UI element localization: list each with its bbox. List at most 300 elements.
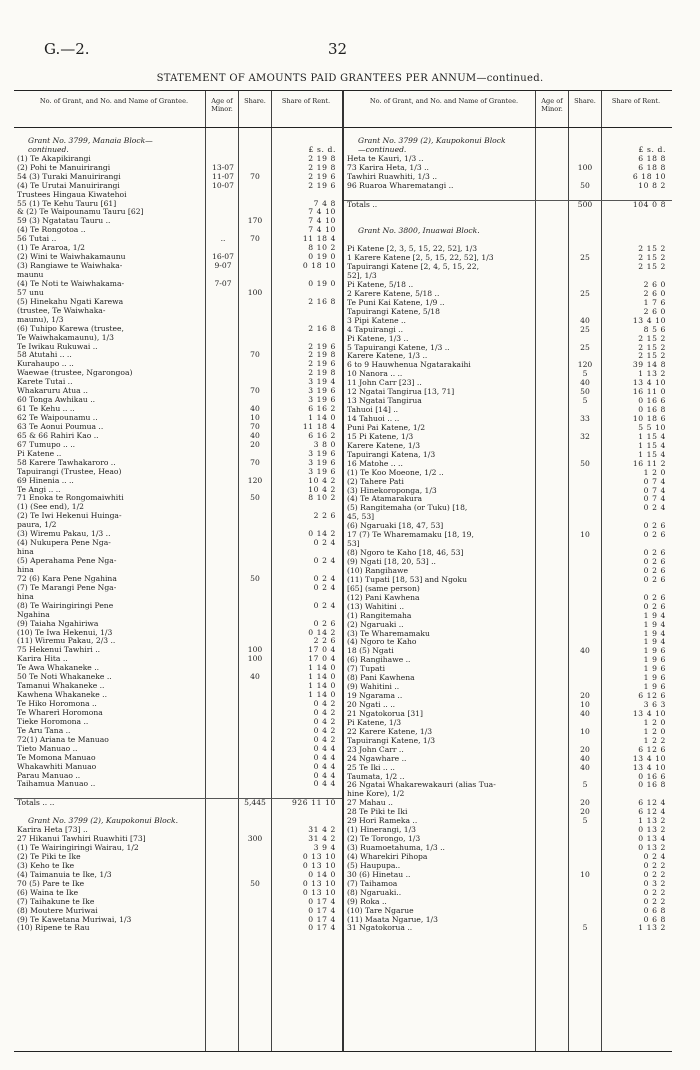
grantee-cell: 58 Atutahi .. ..	[17, 351, 72, 360]
grantee-cell: 16 Matohe .. ..	[347, 459, 403, 468]
page-number: 32	[328, 40, 348, 58]
grantee-cell: 31 Ngatokorua ..	[347, 924, 413, 933]
table-row	[344, 504, 672, 513]
share-cell: 32	[580, 431, 590, 441]
rent-cell: 6 18 8	[638, 153, 666, 163]
rent-cell: 2 6 0	[643, 306, 666, 316]
table-row	[344, 451, 672, 460]
share-cell: 70	[250, 386, 260, 396]
rent-cell: 6 16 2	[308, 430, 336, 440]
rent-cell: 3 19 6	[308, 395, 336, 405]
table-row	[344, 245, 672, 254]
rent-cell: 7 4 10	[308, 216, 336, 226]
table-row	[344, 808, 672, 817]
table-row	[344, 737, 672, 746]
rent-cell: 2 15 2	[638, 253, 666, 263]
rent-cell: 0 18 10	[302, 261, 336, 271]
rent-cell: 0 4 4	[313, 752, 336, 762]
table-row	[344, 478, 672, 487]
rent-cell: 3 19 6	[308, 466, 336, 476]
rent-cell: 1 14 0	[308, 681, 336, 691]
table-row	[14, 494, 342, 503]
rent-cell: 16 11 0	[632, 387, 666, 397]
grantee-cell: (2) Pohi te Manuirirangi	[17, 163, 111, 172]
rent-cell: 13 4 10	[632, 315, 666, 325]
table-row	[14, 173, 342, 182]
share-cell: 20	[580, 744, 590, 754]
rent-cell: 0 2 6	[643, 521, 666, 531]
table-row	[14, 378, 342, 387]
age-cell: 11-07	[212, 171, 234, 181]
table-row	[14, 423, 342, 432]
table-row	[344, 379, 672, 388]
grantee-cell: Te Momona Manuao	[17, 753, 96, 762]
rent-cell: 1 2 0	[643, 717, 666, 727]
grantee-cell: (4) Taimanuia te Ike, 1/3	[17, 870, 112, 879]
right-table	[342, 90, 672, 1052]
table-row	[344, 576, 672, 585]
rent-cell: 31 4 2	[308, 825, 336, 835]
table-row	[14, 530, 342, 539]
grantee-cell: 19 Ngarama ..	[347, 692, 403, 701]
grantee-cell: Grant No. 3799 (2), Kaupokonui Block.	[28, 817, 178, 826]
rent-cell: 2 15 2	[638, 333, 666, 343]
grantee-cell: (1) Te Araroa, 1/2	[17, 244, 85, 253]
table-row	[14, 844, 342, 853]
grantee-cell: maunu), 1/3	[17, 315, 64, 324]
table-row	[344, 630, 672, 639]
table-row	[14, 575, 342, 584]
grantee-cell: 50 Te Noti Whakaneke ..	[17, 673, 112, 682]
grantee-cell: (12) Pani Kawhena	[347, 593, 420, 602]
header-grant: No. of Grant, and No. and Name of Grantee.	[369, 97, 519, 105]
rent-cell: 8 10 2	[308, 243, 336, 253]
table-row	[14, 360, 342, 369]
rent-cell: 10 18 6	[632, 414, 666, 423]
rent-cell: 0 4 2	[313, 716, 336, 726]
grantee-cell: (3) Hinekoroponga, 1/3	[347, 486, 437, 495]
share-cell: 300	[247, 834, 263, 844]
age-cell: 10-07	[212, 180, 234, 190]
rent-cell: 0 2 2	[643, 887, 666, 897]
table-row	[344, 898, 672, 907]
table-row	[344, 692, 672, 701]
table-row	[344, 656, 672, 665]
table-row	[14, 880, 342, 889]
rent-cell: 2 6 0	[643, 279, 666, 289]
grantee-cell: (4) Te Noti te Waiwhakama-	[17, 279, 125, 288]
age-cell: 9-07	[214, 261, 232, 271]
header-share: Share.	[574, 97, 596, 105]
rent-cell: 926 11 10	[291, 798, 336, 808]
table-row	[14, 512, 342, 521]
rent-cell: 13 4 10	[632, 753, 666, 763]
grantee-cell: (5) Rangitemaha (or Tuku) [18,	[347, 504, 468, 513]
rent-cell: 31 4 2	[308, 834, 336, 844]
table-row	[344, 826, 672, 835]
grantee-cell: 4 Tapuirangi ..	[347, 325, 404, 334]
grantee-cell: (13) Wahitini ..	[347, 602, 405, 611]
rent-cell: 0 2 2	[643, 896, 666, 906]
rent-cell: 1 13 2	[638, 369, 666, 379]
grantee-cell: (4) Te Rongotoa ..	[17, 226, 86, 235]
grantee-cell: Pi Katene, 5/18 ..	[347, 280, 414, 289]
share-cell: 120	[247, 475, 263, 485]
share-cell: 50	[250, 573, 260, 583]
grantee-cell: (5) Hinekahu Ngati Karewa	[17, 297, 124, 306]
share-cell: 100	[247, 645, 263, 655]
grantee-cell: 72(1) Ariana te Manuao	[17, 735, 109, 744]
table-row	[344, 719, 672, 728]
share-cell: 40	[250, 430, 260, 440]
table-row	[344, 701, 672, 710]
table-row	[14, 289, 342, 298]
table-row	[344, 128, 672, 137]
grantee-cell: (8) Ngaruaki..	[347, 888, 402, 897]
rent-cell: 7 4 10	[308, 225, 336, 235]
grantee-cell: 59 (3) Ngatatau Tauru ..	[17, 217, 111, 226]
grantee-cell: 10 Nanora .. ..	[347, 370, 403, 379]
grantee-cell: (4) Te Urutai Manuirirangi	[17, 181, 120, 190]
table-row	[14, 611, 342, 620]
grantee-cell: Totals ..	[347, 200, 378, 209]
rent-cell: 0 16 8	[638, 405, 666, 415]
grantee-cell: Te Aru Tana ..	[17, 726, 71, 735]
grantee-cell: 63 Te Aonui Poumua ..	[17, 422, 104, 431]
rent-cell: 39 14 8	[632, 360, 666, 370]
grantee-cell: Whakawhiti Manuao	[17, 762, 97, 771]
grantee-cell: 27 Hikanui Tawhiri Ruawhiti [73]	[17, 835, 146, 844]
table-row	[14, 477, 342, 486]
table-row	[344, 817, 672, 826]
table-row	[344, 880, 672, 889]
table-row	[14, 200, 342, 209]
grantee-cell: 73 Karira Heta, 1/3 ..	[347, 163, 429, 172]
table-row	[14, 450, 342, 459]
grantee-cell: (7) Te Marangi Pene Nga-	[17, 583, 117, 592]
rent-cell: 0 2 6	[643, 565, 666, 575]
header-share: Share.	[244, 97, 266, 105]
rent-cell: 0 13 10	[302, 860, 336, 870]
share-cell: 10	[580, 530, 590, 540]
table-row	[344, 567, 672, 576]
table-row	[14, 164, 342, 173]
rent-cell: 0 4 2	[313, 734, 336, 744]
grantee-cell: 11 John Carr [23] ..	[347, 379, 422, 388]
rent-cell: 104 0 8	[632, 199, 666, 209]
grantee-cell: 69 Hinenia .. ..	[17, 476, 74, 485]
share-cell: 70	[250, 171, 260, 181]
share-cell: 120	[577, 360, 593, 370]
share-cell: 5,445	[244, 798, 266, 808]
table-row	[14, 217, 342, 226]
rent-cell: 1 15 4	[638, 440, 666, 450]
rent-cell: 2 16 8	[308, 296, 336, 306]
table-row	[14, 727, 342, 736]
grantee-cell: Waewae (trustee, Ngarongoa)	[17, 369, 133, 378]
rent-cell: 3 19 6	[308, 448, 336, 458]
grantee-cell: Tahuoi [14] ..	[347, 406, 399, 415]
grantee-cell: 65 & 66 Rahiri Kao ..	[17, 431, 99, 440]
grant-heading	[14, 817, 342, 826]
share-cell: 70	[250, 234, 260, 244]
grantee-cell: Pi Katene [2, 3, 5, 15, 22, 52], 1/3	[347, 245, 478, 254]
rent-cell: 8 10 2	[308, 493, 336, 503]
table-row	[14, 924, 342, 933]
grantee-cell: Taumata, 1/2 ..	[347, 772, 405, 781]
share-cell: 40	[250, 672, 260, 682]
share-cell: 5	[582, 780, 588, 790]
grantee-cell: Te Angi .. ..	[17, 485, 61, 494]
grantee-cell: 12 Ngatai Tangirua [13, 71]	[347, 388, 455, 397]
grantee-cell: Te Puni Kai Katene, 1/9 ..	[347, 298, 445, 307]
table-row	[14, 208, 342, 217]
table-row	[14, 754, 342, 763]
rent-cell: 0 13 2	[638, 843, 666, 852]
grantee-cell: Te Waiwhakamaunu), 1/3	[17, 333, 114, 342]
table-row	[344, 513, 672, 522]
grantee-cell: (3) Keho te Ike	[17, 861, 75, 870]
table-row	[344, 281, 672, 290]
grantee-cell: 25 Te Iki .. ..	[347, 763, 395, 772]
table-row	[14, 620, 342, 629]
share-cell: 70	[250, 350, 260, 360]
grantee-cell: (10) Tare Ngarue	[347, 906, 414, 915]
rent-cell: 2 19 8	[308, 350, 336, 360]
page-title: STATEMENT OF AMOUNTS PAID GRANTEES PER ANNUM—continued.	[156, 73, 544, 84]
table-row	[344, 397, 672, 406]
table-row	[14, 853, 342, 862]
rent-cell: 0 16 8	[638, 780, 666, 790]
rent-cell: 2 15 2	[638, 342, 666, 352]
table-row	[344, 299, 672, 308]
grantee-cell: (1) Te Wairingiringi Wairau, 1/2	[17, 844, 139, 852]
grantee-cell: Te Hiko Horomona ..	[17, 700, 97, 708]
rent-cell: 0 3 2	[643, 878, 666, 888]
share-cell: 40	[580, 378, 590, 388]
table-row	[14, 182, 342, 191]
grantee-cell: 5 Tapuirangi Katene, 1/3 ..	[347, 343, 450, 352]
rent-cell: 0 2 4	[313, 600, 336, 610]
rent-cell: 0 4 4	[313, 743, 336, 753]
grantee-cell: (9) Roka ..	[347, 897, 387, 906]
grantee-cell: 27 Mahau ..	[347, 799, 393, 808]
table-row	[344, 469, 672, 478]
table-row	[14, 763, 342, 772]
grantee-cell: 52], 1/3	[347, 272, 377, 280]
table-row	[344, 218, 672, 227]
grantee-cell: Grant No. 3799, Manaia Block—	[28, 136, 153, 145]
table-row	[14, 325, 342, 334]
table-row	[14, 736, 342, 745]
header-rent: Share of Rent.	[611, 97, 661, 105]
table-row	[344, 388, 672, 397]
rent-cell: 0 13 4	[638, 834, 666, 844]
table-row	[344, 549, 672, 558]
share-cell: 40	[580, 315, 590, 325]
rent-cell: 11 18 4	[302, 234, 336, 244]
grantee-cell: Heta te Kauri, 1/3 ..	[347, 154, 424, 163]
grantee-cell: 60 Tonga Awhikau ..	[17, 396, 96, 405]
share-cell: 40	[580, 708, 590, 718]
rent-cell: 0 4 4	[313, 770, 336, 780]
table-row	[344, 344, 672, 353]
grantee-cell: 71 Enoka te Rongomaiwhiti	[17, 494, 124, 503]
share-cell: 25	[580, 253, 590, 263]
table-row	[14, 871, 342, 880]
grantee-cell: 45, 53]	[347, 513, 375, 522]
grantee-cell: paura, 1/2	[17, 521, 57, 530]
grantee-cell: (11) Tupati [18, 53] and Ngoku	[347, 575, 467, 584]
totals-row	[14, 798, 342, 808]
grantee-cell: Tapuirangi Katene, 1/3	[347, 736, 436, 745]
share-cell: 10	[580, 700, 590, 709]
rent-cell: 1 14 0	[308, 690, 336, 700]
share-cell: 100	[247, 654, 263, 664]
grantee-cell: 96 Ruaroa Wharematangi ..	[347, 181, 454, 190]
rent-cell: 10 4 2	[308, 484, 336, 494]
table-row	[14, 655, 342, 664]
grantee-cell: Tieto Manuao ..	[17, 744, 78, 753]
grantee-cell: (8) Pani Kawhena	[347, 674, 415, 683]
table-row	[14, 718, 342, 727]
rent-cell: 13 4 10	[632, 762, 666, 772]
rent-cell: 0 19 0	[308, 278, 336, 288]
grantee-cell: 13 Ngatai Tangirua	[347, 397, 422, 406]
grantee-cell: 70 (5) Pare te Ike	[17, 879, 85, 888]
grantee-cell: (4) Te Atamarakura	[347, 495, 423, 504]
share-cell: 10	[580, 726, 590, 736]
rent-cell: 2 15 2	[638, 262, 666, 272]
grantee-cell: (6) Rangihawe ..	[347, 656, 411, 665]
table-row	[344, 433, 672, 442]
rent-cell: 0 14 2	[308, 529, 336, 539]
rent-cell: 1 14 0	[308, 663, 336, 673]
grantee-cell: 6 to 9 Hauwhenua Ngatarakaihi	[347, 361, 471, 370]
rent-cell: 0 2 4	[313, 556, 336, 565]
table-row	[344, 254, 672, 263]
share-cell: 40	[250, 404, 260, 414]
grantee-cell: 22 Karere Katene, 1/3	[347, 727, 433, 736]
share-cell: 50	[250, 878, 260, 888]
table-row	[14, 226, 342, 235]
grantee-cell: 29 Hori Rameka ..	[347, 817, 418, 826]
grantee-cell: (2) Tahere Pati	[347, 477, 404, 486]
table-row	[14, 629, 342, 638]
rent-cell: 1 14 0	[308, 672, 336, 682]
grantee-cell: (3) Te Wharemamaku	[347, 629, 430, 638]
rent-cell: 1 9 4	[643, 619, 666, 629]
grant-heading	[14, 146, 342, 155]
share-cell: 500	[577, 199, 593, 209]
share-cell: 5	[582, 396, 588, 406]
table-row	[344, 674, 672, 683]
grantee-cell: hina	[17, 565, 34, 574]
rent-cell: 2 19 8	[308, 153, 336, 163]
rent-cell: 10 8 2	[638, 180, 666, 190]
grantee-cell: (6) Waina te Ike	[17, 888, 79, 897]
table-row	[14, 396, 342, 405]
age-cell: 16-07	[212, 252, 234, 262]
table-row	[14, 351, 342, 360]
grantee-cell: hine Kore), 1/2	[347, 790, 405, 799]
grantee-cell: & (2) Te Waipounamu Tauru [62]	[17, 208, 144, 217]
rent-cell: 1 2 0	[643, 726, 666, 736]
share-cell: 170	[247, 216, 263, 226]
table-row	[344, 164, 672, 173]
table-row	[344, 647, 672, 656]
table-row	[14, 789, 342, 798]
share-cell: 33	[580, 414, 590, 423]
share-cell: 20	[580, 691, 590, 701]
rent-cell: 0 19 0	[308, 252, 336, 262]
rent-cell: 2 16 8	[308, 323, 336, 333]
table-row	[14, 584, 342, 593]
rent-cell: 0 16 6	[638, 771, 666, 781]
table-row	[14, 155, 342, 164]
table-row	[344, 773, 672, 782]
rent-cell: 1 13 2	[638, 923, 666, 933]
rent-cell: 2 6 0	[643, 288, 666, 298]
table-row	[344, 531, 672, 540]
table-row	[14, 898, 342, 907]
table-row	[344, 844, 672, 853]
grantee-cell: Totals .. ..	[17, 799, 55, 808]
grantee-cell: 2 Karere Katene, 5/18 ..	[347, 289, 440, 298]
grantee-cell: 28 Te Piki te Iki	[347, 808, 408, 817]
share-cell: 20	[580, 807, 590, 817]
grantee-cell: Kurahaupo .. ..	[17, 360, 74, 369]
share-cell: 40	[580, 762, 590, 772]
grantee-cell: [65] (same person)	[347, 584, 420, 593]
rent-cell: 0 17 4	[308, 923, 336, 933]
share-cell: 50	[580, 458, 590, 468]
grantee-cell: Karete Tutai ..	[17, 378, 73, 387]
rent-cell: 7 4 10	[308, 207, 336, 217]
rent-cell: 1 9 6	[643, 646, 666, 656]
rent-cell: 6 12 4	[638, 798, 666, 808]
grantee-cell: (2) Wini te Waiwhakamaunu	[17, 253, 126, 262]
table-row	[344, 871, 672, 880]
table-row	[344, 361, 672, 370]
grantee-cell: Tapuirangi Katene, 5/18	[347, 307, 440, 316]
grantee-cell: —continued.	[358, 145, 407, 154]
table-row	[14, 539, 342, 548]
rent-cell: 0 17 4	[308, 896, 336, 906]
table-row	[344, 308, 672, 317]
rent-cell: 0 2 4	[313, 573, 336, 583]
left-table	[14, 90, 342, 1052]
grantee-cell: (1) Hinerangi, 1/3	[347, 826, 416, 835]
table-row	[344, 755, 672, 764]
grantee-cell: Te Wharerì Horomona	[17, 708, 103, 717]
table-row	[344, 155, 672, 164]
table-row	[344, 173, 672, 182]
table-row	[14, 262, 342, 271]
table-row	[344, 522, 672, 531]
grantee-cell: (2) Te Iwi Hekenui Huinga-	[17, 512, 122, 521]
table-row	[344, 558, 672, 567]
grantee-cell: (8) Moutere Muriwai	[17, 906, 98, 915]
grantee-cell: Karira Hita ..	[17, 655, 68, 664]
table-row	[344, 916, 672, 925]
rent-cell: 3 19 6	[308, 386, 336, 396]
grantee-cell: 26 Ngatai Whakarewakauri (alias Tua-	[347, 781, 496, 790]
rent-cell: 6 12 6	[638, 744, 666, 754]
table-row	[14, 235, 342, 244]
grantee-cell: hina	[17, 548, 34, 557]
share-cell: 5	[582, 923, 588, 933]
